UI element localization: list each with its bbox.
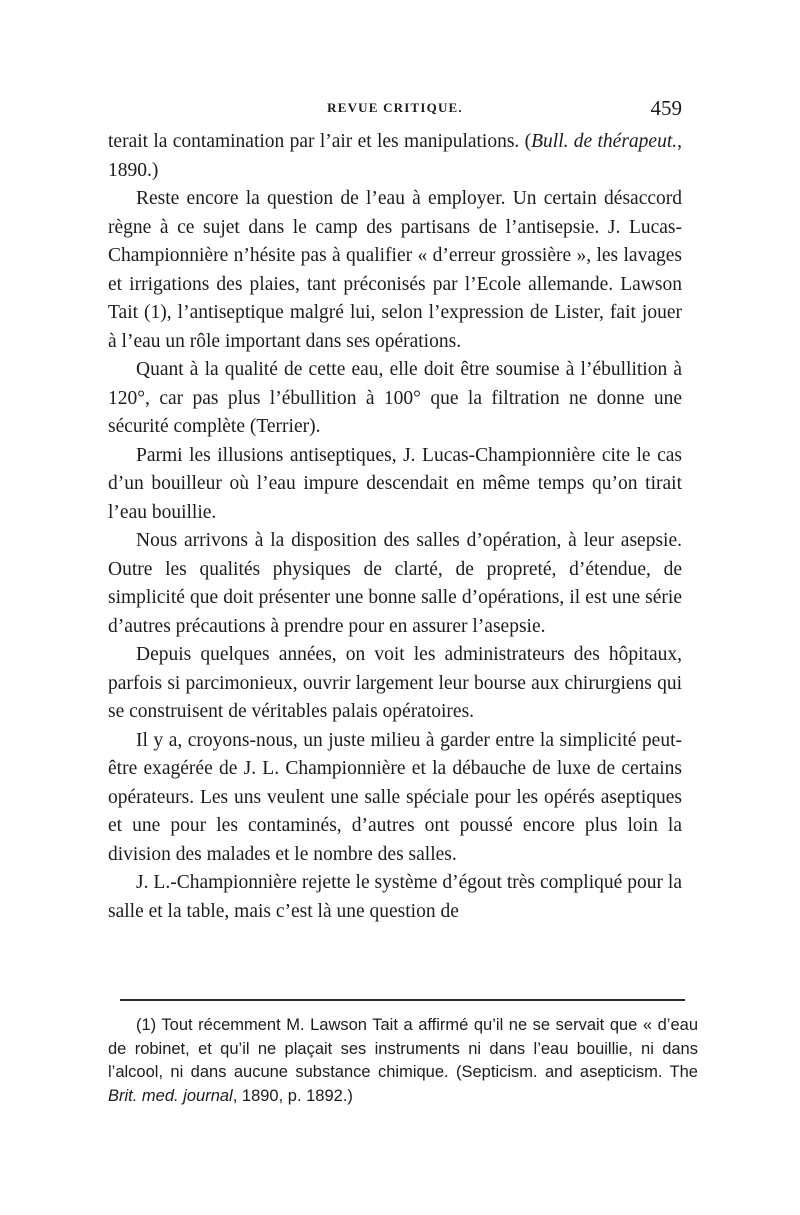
- paragraph-juste-milieu: Il y a, croyons-nous, un juste milieu à garder entre la simplicité peut-être exagérée de J. L. Championnière et la débauche de luxe de certains opérateurs. Les uns veulent une salle spéciale pour les opérés aseptiques et une pour les contaminés, d’autres ont poussé encore plus loin la division des malades et le nombre des salles.: [108, 729, 682, 865]
- footnote: [108, 1014, 698, 1108]
- page-number: 459: [650, 96, 682, 120]
- paragraph-text: terait la contamination par l’air et les manipulations. (: [108, 131, 532, 152]
- footnote-text-end: , 1890, p. 1892.): [232, 1086, 353, 1105]
- paragraph-text: , 1890.): [108, 131, 683, 181]
- running-head: [108, 96, 682, 128]
- footnote-rule: [120, 999, 685, 1001]
- paragraph-sewer-system: J. L.-Championnière rejette le système d’égout très compliqué pour la salle et la table, mais c’est là une question de: [108, 872, 682, 922]
- body-text: [108, 128, 682, 926]
- paragraph-water-quality: Quant à la qualité de cette eau, elle doit être soumise à l’ébullition à 120°, car pas plus l’ébullition à 100° que la filtration ne donne une sécurité complète (Terrier).: [108, 359, 682, 437]
- paragraph-continuation: [108, 128, 682, 185]
- paragraph-water-question: Reste encore la question de l’eau à employer. Un certain désaccord règne à ce sujet dans le camp des partisans de l’antisepsie. J. Lucas-Championnière n’hésite pas à qualifier « d’erreur grossière », les lavages et irrigations des plaies, tant préconisés par l’Ecole allemande. Lawson Tait (1), l’antiseptique malgré lui, selon l’expression de Lister, fait jouer à l’eau un rôle important dans ses opérations.: [108, 188, 682, 352]
- paragraph-hospital-administrators: Depuis quelques années, on voit les administrateurs des hôpitaux, parfois si parcimonieux, ouvrir largement leur bourse aux chirurgiens qui se construisent de véritables palais opératoires.: [108, 644, 682, 722]
- footnote-text-start: (1) Tout récemment M. Lawson Tait a affirmé qu’il ne se servait que « d’eau de robinet, et qu’il ne plaçait ses instruments ni dans l’eau bouillie, ni dans l’alcool, ni dans aucune substance chimique. (Septicism. and asepticism. The: [108, 1016, 698, 1081]
- citation-title: Bull. de thérapeut.: [531, 131, 678, 152]
- footnote-text: [108, 1014, 698, 1108]
- footnote-citation-title: Brit. med. journal: [108, 1086, 233, 1105]
- running-title: REVUE CRITIQUE.: [327, 100, 463, 115]
- paragraph-antiseptic-illusions: Parmi les illusions antiseptiques, J. Lucas-Championnière cite le cas d’un bouilleur où l’eau impure descendait en même temps qu’on tirait l’eau bouillie.: [108, 444, 682, 523]
- paragraph-operating-rooms: Nous arrivons à la disposition des salles d’opération, à leur asepsie. Outre les qualités physiques de clarté, de propreté, d’étendue, de simplicité que doit présenter une bonne salle d’opérations, il est une série d’autres précautions à prendre pour en assurer l’asepsie.: [108, 530, 682, 637]
